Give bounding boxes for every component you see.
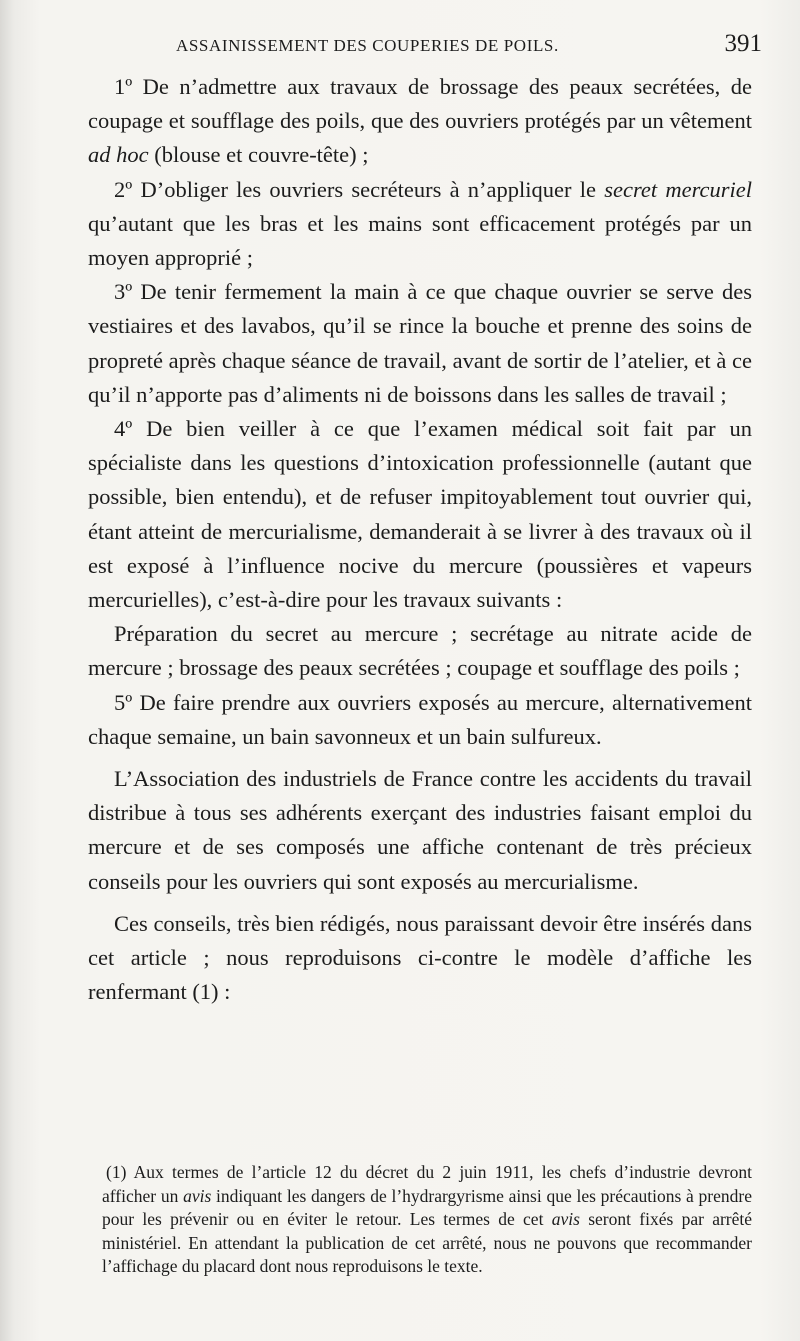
paragraph-1-italic: ad hoc <box>88 142 149 168</box>
paragraph-2-tail: qu’autant que les bras et les mains sont efficacement protégés par un moyen approprié ; <box>88 210 752 271</box>
paragraph-5: Préparation du secret au mercure ; secrétage au nitrate acide de mercure ; brossage des peaux secrétées ; coupage et soufflage des poils ; <box>88 621 752 681</box>
footnote-italic-a: avis <box>183 1185 212 1206</box>
footnote <box>102 1161 752 1279</box>
paragraph-1-text: 1º De n’admettre aux travaux de brossage des peaux secrétées, de coupage et soufflage des poils, que des ouvriers protégés par un vêtement <box>88 74 752 134</box>
paragraph-6: 5º De faire prendre aux ouvriers exposés au mercure, alternativement chaque semaine, un bain savonneux et un bain sulfureux. <box>88 689 752 749</box>
paragraph-3: 3º De tenir fermement la main à ce que chaque ouvrier se serve des vestiaires et des lavabos, qu’il se rince la bouche et prenne des soins de propreté après chaque séance de travail, avant de sortir de l’atelier, et à ce qu’il n’apporte pas d’aliments ni de boissons dans les salles de travail ; <box>88 279 752 407</box>
footnote-part-a: (1) Aux termes de l’article 12 du décret du 2 juin 1911, les chefs d’industrie devront afficher un <box>102 1162 752 1206</box>
paragraph-4: 4º De bien veiller à ce que l’examen médical soit fait par un spécialiste dans les questions d’intoxication professionnelle (autant que possible, bien entendu), et de refuser impitoyablement tout ouvrier qui, étant atteint de mercurialisme, demanderait à se livrer à des travaux où il est exposé à l’influence nocive du mercure (poussières et vapeurs mercurielles), c’est-à-dire pour les travaux suivants : <box>88 416 752 613</box>
footnote-text <box>102 1161 752 1279</box>
page-header <box>176 28 762 68</box>
paragraph-2-text: 2º D’obliger les ouvriers secréteurs à n’appliquer le <box>114 176 596 202</box>
running-title: ASSAINISSEMENT DES COUPERIES DE POILS. <box>176 36 559 55</box>
paragraph-8: Ces conseils, très bien rédigés, nous paraissant devoir être insérés dans cet article ; nous reproduisons ci-contre le modèle d’affiche les renfermant (1) : <box>88 910 752 1005</box>
footnote-italic-b: avis <box>551 1209 580 1230</box>
paragraph-2-italic: secret mercuriel <box>604 176 753 202</box>
page-number: 391 <box>724 30 762 57</box>
paragraph-1 <box>88 70 752 173</box>
body-text <box>88 70 752 1009</box>
paragraph-2 <box>88 173 752 276</box>
paragraph-1-tail: (blouse et couvre-tête) ; <box>154 142 369 168</box>
footnote-part-b: indiquant les dangers de l’hydrargyrisme ainsi que les précautions à prendre pour les prévenir ou en éviter le retour. Les termes de cet <box>102 1185 752 1230</box>
footnote-part-c: seront fixés par arrêté ministériel. En attendant la publication de cet arrêté, nous ne pouvons que recommander l’affichage du placard dont nous reproduisons le texte. <box>102 1209 753 1277</box>
paragraph-7: L’Association des industriels de France contre les accidents du travail distribue à tous ses adhérents exerçant des industries faisant emploi du mercure et de ses composés une affiche contenant de très précieux conseils pour les ouvriers qui sont exposés au mercurialisme. <box>88 766 752 894</box>
